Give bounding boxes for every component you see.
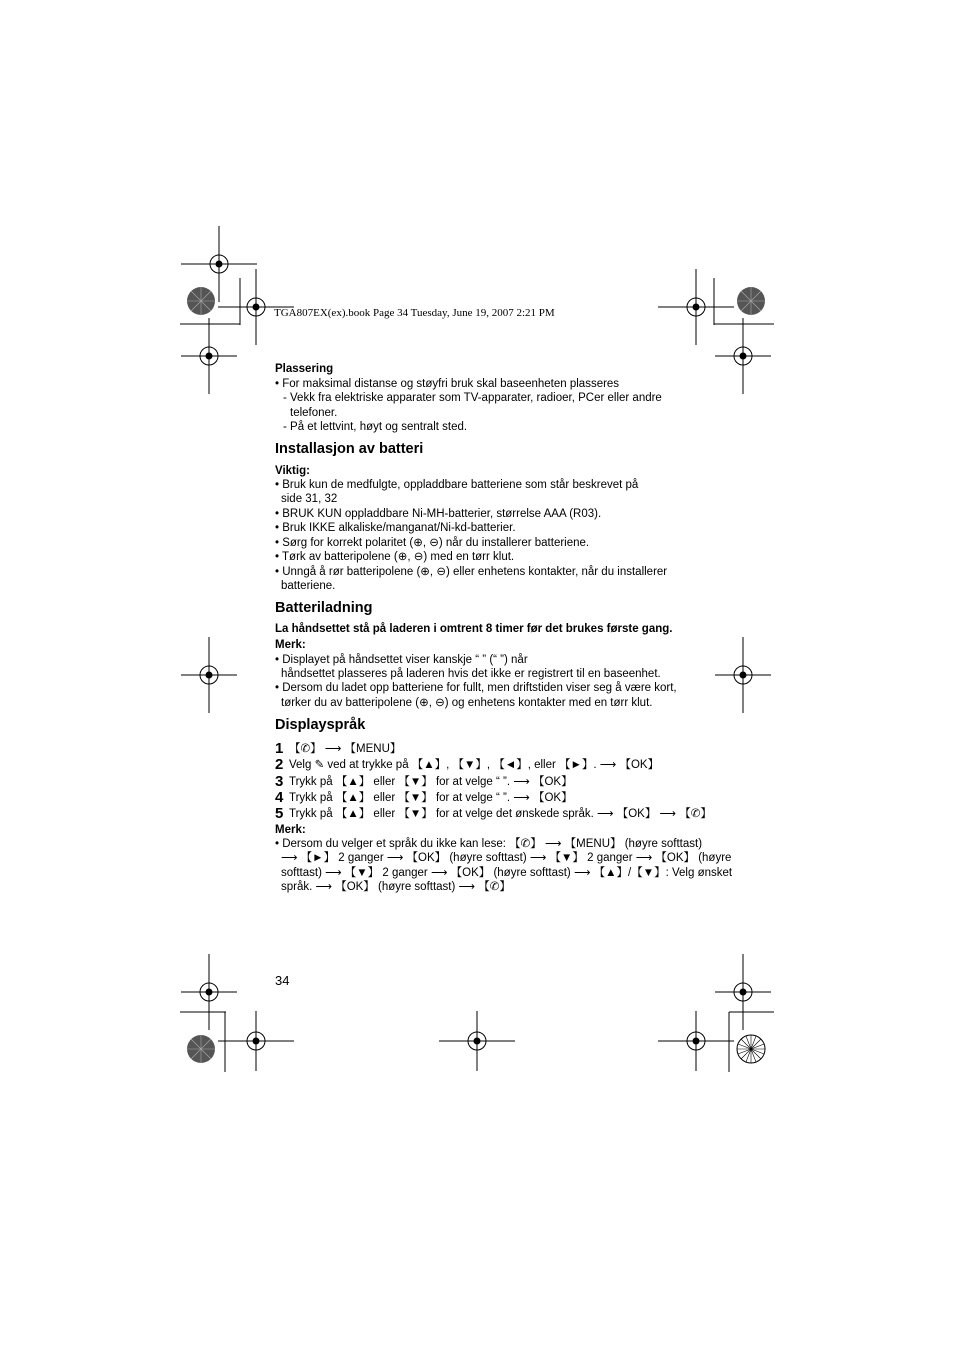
lading-line: håndsettet plasseres på laderen hvis det ikke er registrert til en baseenhet.: [281, 668, 661, 680]
batteri-line: • Sørg for korrekt polaritet (⊕, ⊖) når du installerer batteriene.: [275, 537, 590, 549]
batteri-line: batteriene.: [281, 580, 336, 592]
print-header: TGA807EX(ex).book Page 34 Tuesday, June 19, 2007 2:21 PM: [274, 307, 555, 319]
batteri-line: • Unngå å rør batteripolene (⊕, ⊖) eller enhetens kontakter, når du installerer: [275, 566, 668, 578]
sprak-line: språk. ⟶ 【OK】 (høyre softtast) ⟶ 【✆】: [281, 881, 511, 893]
lading-heading: Batteriladning: [275, 600, 373, 616]
lading-bold-line: La håndsettet stå på laderen i omtrent 8 timer før det brukes første gang.: [275, 623, 673, 635]
step-text: Trykk på 【▲】 eller 【▼】 for at velge det ønskede språk. ⟶ 【OK】 ⟶ 【✆】: [289, 808, 712, 820]
page-number: 34: [275, 973, 290, 988]
lading-line: tørker du av batteripolene (⊕, ⊖) og enhetens kontakter med en tørr klut.: [281, 697, 653, 709]
starburst-dark-icon: [201, 301, 202, 302]
batteri-heading: Installasjon av batteri: [275, 441, 424, 457]
step-number: 1: [275, 740, 284, 757]
batteri-line: • Tørk av batteripolene (⊕, ⊖) med en tørr klut.: [275, 551, 515, 563]
crosshair-icon: [209, 356, 210, 357]
placering-line: telefoner.: [290, 407, 338, 419]
placering-line: - Vekk fra elektriske apparater som TV-apparater, radioer, PCer eller andre: [283, 392, 662, 404]
crosshair-icon: [209, 992, 210, 993]
step-text: Trykk på 【▲】 eller 【▼】 for at velge “ ”. ⟶ 【OK】: [289, 776, 573, 788]
placering-heading: Plassering: [275, 363, 334, 375]
batteri-line: • BRUK KUN oppladdbare Ni-MH-batterier, størrelse AAA (R03).: [275, 508, 602, 520]
crosshair-icon: [256, 307, 257, 308]
sprak-line: softtast) ⟶ 【▼】 2 ganger ⟶ 【OK】 (høyre softtast) ⟶ 【▲】/【▼】: Velg ønsket: [281, 867, 733, 879]
lading-line: • Displayet på håndsettet viser kanskje “ ” (“ ”) når: [275, 654, 528, 666]
crosshair-icon: [743, 992, 744, 993]
batteri-line: • Bruk IKKE alkaliske/manganat/Ni-kd-batterier.: [275, 522, 516, 534]
step-text: 【✆】 ⟶ 【MENU】: [289, 743, 402, 755]
step-text: Trykk på 【▲】 eller 【▼】 for at velge “ ”. ⟶ 【OK】: [289, 792, 573, 804]
lading-merk: Merk:: [275, 639, 306, 651]
step-number: 5: [275, 805, 284, 822]
crosshair-icon: [696, 1041, 697, 1042]
crosshair-icon: [209, 675, 210, 676]
step-text: Velg ✎ ved at trykke på 【▲】, 【▼】, 【◄】, eller 【►】. ⟶ 【OK】: [289, 759, 660, 771]
starburst-light-icon: [751, 1049, 752, 1050]
crosshair-icon: [477, 1041, 478, 1042]
crosshair-icon: [743, 356, 744, 357]
step-number: 2: [275, 756, 284, 773]
batteri-subheading: Viktig:: [275, 465, 310, 477]
crosshair-icon: [219, 264, 220, 265]
crosshair-icon: [256, 1041, 257, 1042]
step-number: 4: [275, 789, 284, 806]
batteri-line: side 31, 32: [281, 493, 338, 505]
crosshair-icon: [743, 675, 744, 676]
sprak-line: ⟶ 【►】 2 ganger ⟶ 【OK】 (høyre softtast) ⟶ 【▼】 2 ganger ⟶ 【OK】 (høyre: [281, 852, 732, 864]
lading-line: • Dersom du ladet opp batteriene for fullt, men driftstiden viser seg å være kort,: [275, 682, 677, 694]
step-number: 3: [275, 773, 284, 790]
sprak-line: • Dersom du velger et språk du ikke kan lese: 【✆】 ⟶ 【MENU】 (høyre softtast): [275, 838, 703, 850]
starburst-dark-icon: [201, 1049, 202, 1050]
crosshair-icon: [696, 307, 697, 308]
starburst-dark-icon: [751, 301, 752, 302]
placering-line: • For maksimal distanse og støyfri bruk skal baseenheten plasseres: [275, 378, 620, 390]
batteri-line: • Bruk kun de medfulgte, oppladdbare batteriene som står beskrevet på: [275, 479, 639, 491]
sprak-heading: Displayspråk: [275, 717, 366, 733]
placering-line: - På et lettvint, høyt og sentralt sted.: [283, 421, 468, 433]
sprak-merk: Merk:: [275, 824, 306, 836]
